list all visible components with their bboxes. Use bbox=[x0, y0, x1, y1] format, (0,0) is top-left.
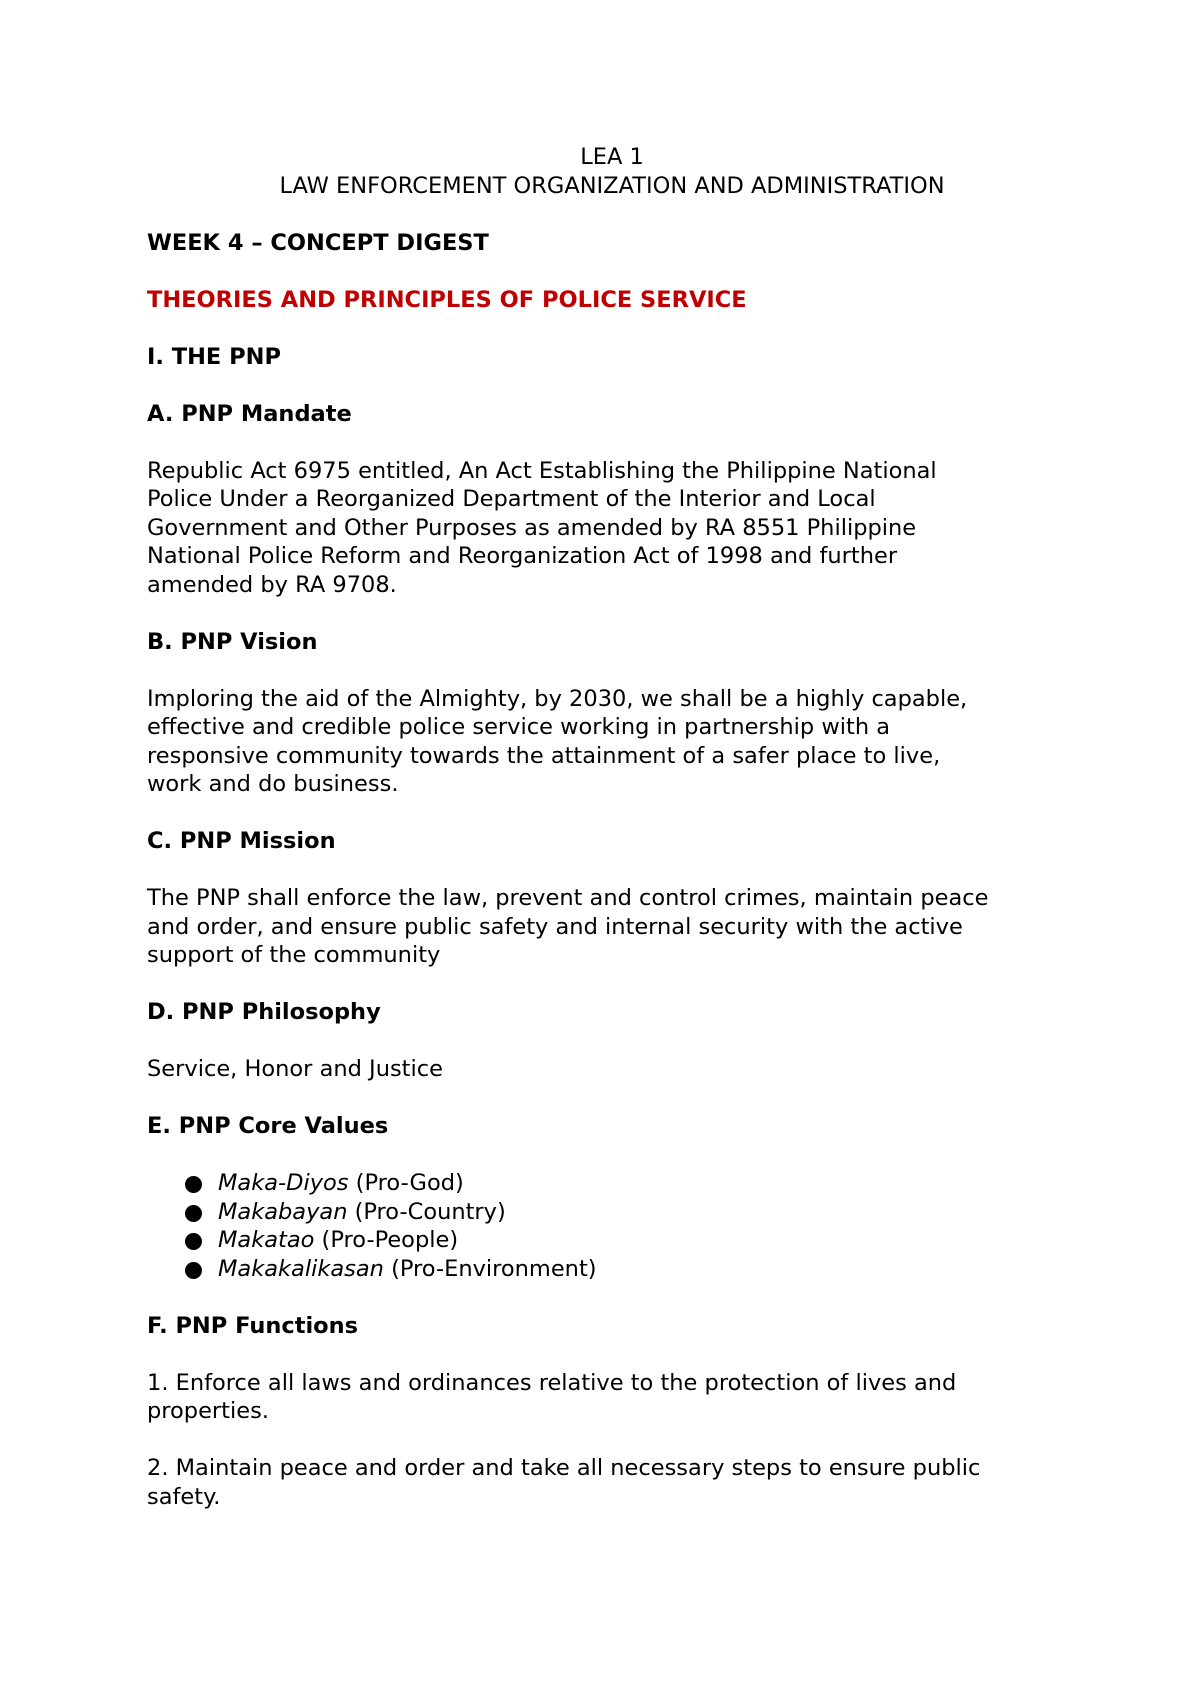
bullet-icon bbox=[185, 1233, 202, 1250]
mandate-heading: A. PNP Mandate bbox=[147, 400, 352, 427]
vision-line: effective and credible police service working in partnership with a bbox=[147, 714, 891, 740]
philosophy-heading: D. PNP Philosophy bbox=[147, 999, 381, 1025]
core-value-meaning: (Pro-God) bbox=[348, 1170, 464, 1196]
function-item-2 bbox=[147, 1454, 1077, 1511]
mission-paragraph bbox=[147, 884, 1077, 970]
list-item bbox=[185, 1255, 1077, 1284]
vision-heading: B. PNP Vision bbox=[147, 628, 318, 655]
mission-line: and order, and ensure public safety and internal security with the active bbox=[147, 913, 963, 940]
list-item bbox=[185, 1198, 1077, 1227]
mandate-line: amended by RA 9708. bbox=[147, 571, 397, 598]
week-heading: WEEK 4 – CONCEPT DIGEST bbox=[147, 229, 489, 256]
mandate-line: National Police Reform and Reorganization Act of 1998 and further bbox=[147, 543, 898, 569]
course-code: LEA 1 bbox=[580, 144, 644, 170]
mandate-line: Republic Act 6975 entitled, An Act Establishing the Philippine National bbox=[147, 457, 937, 484]
core-value-term: Makabayan bbox=[218, 1198, 348, 1225]
core-value-meaning: (Pro-People) bbox=[314, 1227, 459, 1253]
core-values-list bbox=[147, 1169, 1077, 1283]
section-title: I. THE PNP bbox=[147, 343, 281, 370]
list-item bbox=[185, 1226, 1077, 1255]
mission-line: The PNP shall enforce the law, prevent and control crimes, maintain peace bbox=[147, 885, 989, 911]
core-value-term: Makatao bbox=[218, 1227, 315, 1253]
vision-line: work and do business. bbox=[147, 771, 399, 797]
philosophy-text: Service, Honor and Justice bbox=[147, 1056, 443, 1082]
core-value-term: Maka-Diyos bbox=[218, 1170, 349, 1196]
vision-line: Imploring the aid of the Almighty, by 2030, we shall be a highly capable, bbox=[147, 685, 968, 712]
list-item bbox=[185, 1169, 1077, 1198]
core-value-meaning: (Pro-Environment) bbox=[383, 1255, 597, 1282]
bullet-icon bbox=[185, 1176, 202, 1193]
core-values-heading: E. PNP Core Values bbox=[147, 1113, 389, 1139]
mission-line: support of the community bbox=[147, 942, 441, 968]
mission-heading: C. PNP Mission bbox=[147, 828, 336, 854]
core-value-term: Makakalikasan bbox=[218, 1255, 384, 1282]
function-line: properties. bbox=[147, 1398, 269, 1424]
mandate-paragraph bbox=[147, 457, 1077, 600]
topic-heading: THEORIES AND PRINCIPLES OF POLICE SERVICE bbox=[147, 286, 747, 313]
function-item-1 bbox=[147, 1369, 1077, 1426]
functions-heading: F. PNP Functions bbox=[147, 1312, 359, 1339]
function-line: safety. bbox=[147, 1483, 221, 1510]
mandate-line: Police Under a Reorganized Department of the Interior and Local bbox=[147, 486, 876, 512]
vision-paragraph bbox=[147, 685, 1077, 799]
vision-line: responsive community towards the attainment of a safer place to live, bbox=[147, 742, 941, 769]
mandate-line: Government and Other Purposes as amended by RA 8551 Philippine bbox=[147, 514, 917, 541]
course-title: LAW ENFORCEMENT ORGANIZATION AND ADMINISTRATION bbox=[279, 172, 945, 199]
function-line: 1. Enforce all laws and ordinances relative to the protection of lives and bbox=[147, 1369, 957, 1396]
bullet-icon bbox=[185, 1205, 202, 1222]
core-value-meaning: (Pro-Country) bbox=[347, 1198, 506, 1225]
document-page bbox=[147, 143, 1077, 1511]
bullet-icon bbox=[185, 1262, 202, 1279]
function-line: 2. Maintain peace and order and take all necessary steps to ensure public bbox=[147, 1455, 981, 1481]
